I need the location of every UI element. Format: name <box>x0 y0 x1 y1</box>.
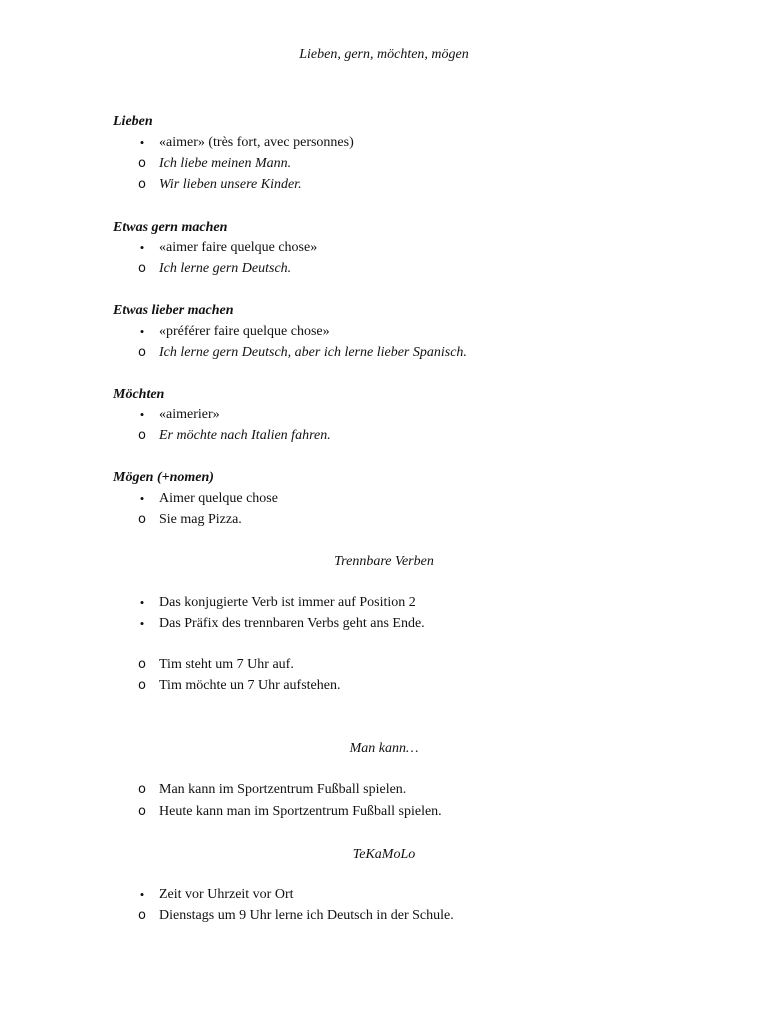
list-item-text: Aimer quelque chose <box>159 491 278 506</box>
list-item-text: «préférer faire quelque chose» <box>159 324 330 339</box>
section-heading-lieben: Lieben <box>113 114 153 129</box>
list-item-text: Sie mag Pizza. <box>159 512 242 527</box>
section-title-tekamolo: TeKaMoLo <box>352 847 416 862</box>
list-item-text: Man kann im Sportzentrum Fußball spielen. <box>159 782 407 797</box>
page-title: Lieben, gern, möchten, mögen <box>299 47 469 62</box>
circle-marker: o <box>138 345 146 360</box>
section-heading-moegen: Mögen (+nomen) <box>113 470 214 485</box>
list-item-text: Ich lerne gern Deutsch. <box>159 261 292 276</box>
circle-marker: o <box>138 156 146 171</box>
bullet-marker: • <box>139 407 145 422</box>
circle-marker: o <box>138 804 146 819</box>
bullet-marker: • <box>139 324 145 339</box>
section-title-mankann: Man kann… <box>349 741 419 756</box>
list-item-text: Das Präfix des trennbaren Verbs geht ans Ende. <box>159 616 425 631</box>
list-item-text: Ich lerne gern Deutsch, aber ich lerne lieber Spanisch. <box>159 345 467 360</box>
list-item-text: Tim möchte un 7 Uhr aufstehen. <box>159 678 341 693</box>
section-heading-gern: Etwas gern machen <box>113 220 228 235</box>
list-item-text: Zeit vor Uhrzeit vor Ort <box>159 887 294 902</box>
bullet-marker: • <box>139 240 145 255</box>
circle-marker: o <box>138 678 146 693</box>
list-item-text: Heute kann man im Sportzentrum Fußball spielen. <box>159 804 442 819</box>
circle-marker: o <box>138 261 146 276</box>
bullet-marker: • <box>139 887 145 902</box>
section-heading-moechten: Möchten <box>113 387 165 402</box>
circle-marker: o <box>138 657 146 672</box>
list-item-text: Ich liebe meinen Mann. <box>159 156 292 171</box>
bullet-marker: • <box>139 491 145 506</box>
list-item-text: Er möchte nach Italien fahren. <box>159 428 331 443</box>
circle-marker: o <box>138 908 146 923</box>
list-item-text: Dienstags um 9 Uhr lerne ich Deutsch in der Schule. <box>159 908 454 923</box>
list-item-text: «aimer faire quelque chose» <box>159 240 318 255</box>
list-item-text: Das konjugierte Verb ist immer auf Position 2 <box>159 595 416 610</box>
circle-marker: o <box>138 177 146 192</box>
section-heading-lieber: Etwas lieber machen <box>113 303 234 318</box>
circle-marker: o <box>138 428 146 443</box>
section-title-trennbar: Trennbare Verben <box>334 554 434 569</box>
bullet-marker: • <box>139 135 145 150</box>
bullet-marker: • <box>139 616 145 631</box>
list-item-text: «aimer» (très fort, avec personnes) <box>159 135 354 150</box>
list-item-text: «aimerier» <box>159 407 220 422</box>
circle-marker: o <box>138 782 146 797</box>
list-item-text: Wir lieben unsere Kinder. <box>159 177 302 192</box>
bullet-marker: • <box>139 595 145 610</box>
list-item-text: Tim steht um 7 Uhr auf. <box>159 657 294 672</box>
circle-marker: o <box>138 512 146 527</box>
